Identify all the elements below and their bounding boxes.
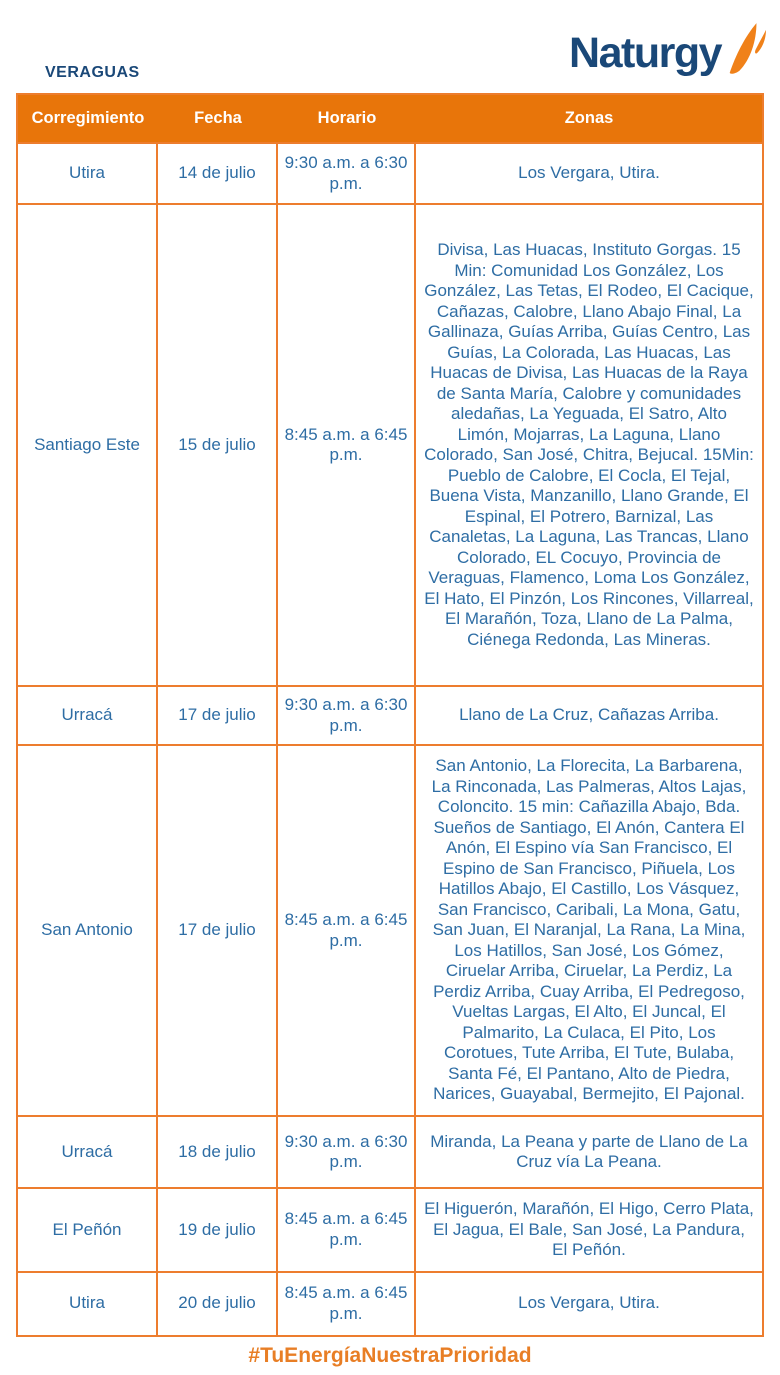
table-row (18, 1115, 762, 1187)
cell-corregimiento: San Antonio (18, 746, 158, 1115)
column-header-zonas: Zonas (564, 109, 614, 127)
naturgy-logo (569, 18, 766, 76)
top-bar (0, 0, 780, 93)
cell-horario: 8:45 a.m. a 6:45 p.m. (278, 746, 416, 1115)
cell-corregimiento: Utira (18, 144, 158, 203)
footer-hashtag: #TuEnergíaNuestraPrioridad (248, 1343, 532, 1367)
cell-fecha: 19 de julio (158, 1189, 278, 1271)
cell-zonas: Los Vergara, Utira. (518, 163, 660, 183)
cell-zonas: Los Vergara, Utira. (518, 1293, 660, 1313)
cell-corregimiento: El Peñón (18, 1189, 158, 1271)
table-row (18, 203, 762, 685)
table-row (18, 1271, 762, 1335)
cell-zonas: Divisa, Las Huacas, Instituto Gorgas. 15 Min: Comunidad Los González, Los González, Las Tetas, El Rodeo, El Cacique, Cañazas, Calobre, Llano Abajo Final, La Gallinaza, Guías Arriba, Guías Centro, Las Guías, La Colorada, Las Huacas, Las Huacas de Divisa, Las Huacas de la Raya de Santa María, Calobre y comunidades aledañas, La Yeguada, El Satro, Alto Limón, Mojarras, La Laguna, Llano Colorado, San José, Chitra, Bejucal. 15Min: Pueblo de Calobre, El Cocla, El Tejal, Buena Vista, Manzanillo, Llano Grande, El Espinal, El Potrero, Barnizal, Las Canaletas, La Laguna, Las Trancas, Llano Colorado, EL Cocuyo, Provincia de Veraguas, Flamenco, Loma Los González, El Hato, El Pinzón, Los Rincones, Villarreal, El Marañón, Toza, Llano de La Palma, Ciénega Redonda, Las Mineras. (424, 240, 754, 649)
cell-zonas: El Higuerón, Marañón, El Higo, Cerro Plata, El Jagua, El Bale, San José, La Pandura, El Peñón. (424, 1199, 754, 1259)
cell-horario: 8:45 a.m. a 6:45 p.m. (278, 1189, 416, 1271)
cell-horario: 8:45 a.m. a 6:45 p.m. (278, 205, 416, 685)
table-header-row (18, 95, 762, 142)
table-row (18, 1187, 762, 1271)
cell-fecha: 20 de julio (158, 1273, 278, 1335)
cell-corregimiento: Urracá (18, 687, 158, 744)
outage-schedule-table (16, 93, 764, 1337)
footer (0, 1337, 780, 1375)
cell-corregimiento: Utira (18, 1273, 158, 1335)
table-row (18, 142, 762, 203)
butterfly-icon (721, 18, 766, 76)
cell-zonas: San Antonio, La Florecita, La Barbarena, La Rinconada, Las Palmeras, Altos Lajas, Coloncito. 15 min: Cañazilla Abajo, Bda. Sueños de Santiago, El Anón, Cantera El Anón, El Espino vía San Francisco, El Espino de San Francisco, Piñuela, Los Hatillos Abajo, El Castillo, Los Vásquez, San Francisco, Caribali, La Mona, Gatu, San Juan, El Naranjal, La Rana, La Mina, Los Hatillos, San José, Los Gómez, Ciruelar Arriba, Ciruelar, La Perdiz, La Perdiz Arriba, Cuay Arriba, El Pedregoso, Vueltas Largas, El Alto, El Juncal, El Palmarito, La Culaca, El Pito, Los Corotues, Tute Arriba, El Tute, Bulaba, Santa Fé, El Pantano, Alto de Piedra, Narices, Guayabal, Bermejito, El Pajonal. (431, 756, 747, 1104)
cell-horario: 9:30 a.m. a 6:30 p.m. (278, 1117, 416, 1187)
cell-corregimiento: Santiago Este (18, 205, 158, 685)
cell-zonas: Llano de La Cruz, Cañazas Arriba. (459, 705, 719, 725)
table-row (18, 685, 762, 744)
column-header-corregimiento: Corregimiento (31, 109, 145, 127)
cell-fecha: 15 de julio (158, 205, 278, 685)
cell-horario: 9:30 a.m. a 6:30 p.m. (278, 687, 416, 744)
cell-fecha: 18 de julio (158, 1117, 278, 1187)
cell-zonas: Miranda, La Peana y parte de Llano de La Cruz vía La Peana. (430, 1131, 748, 1171)
cell-fecha: 14 de julio (158, 144, 278, 203)
cell-horario: 8:45 a.m. a 6:45 p.m. (278, 1273, 416, 1335)
table-row (18, 744, 762, 1115)
column-header-fecha: Fecha (194, 109, 242, 127)
region-title: VERAGUAS (45, 64, 140, 81)
cell-corregimiento: Urracá (18, 1117, 158, 1187)
cell-horario: 9:30 a.m. a 6:30 p.m. (278, 144, 416, 203)
cell-fecha: 17 de julio (158, 746, 278, 1115)
column-header-horario: Horario (317, 109, 377, 127)
naturgy-logo-text: Naturgy (569, 29, 721, 77)
cell-fecha: 17 de julio (158, 687, 278, 744)
